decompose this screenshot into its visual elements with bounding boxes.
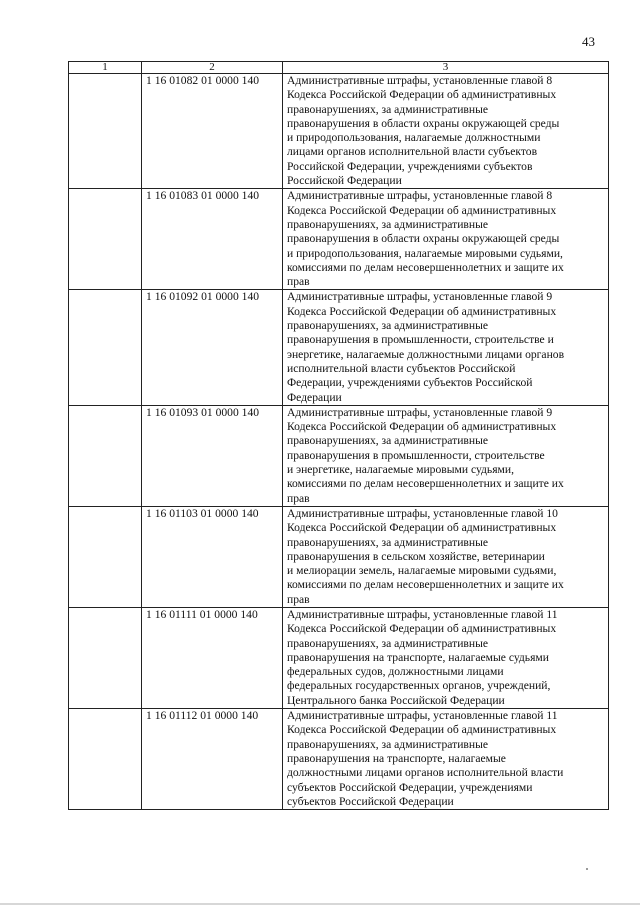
description-line: федеральных судов, должностными лицами [287,665,504,679]
table-row [69,709,609,810]
description-line: Кодекса Российской Федерации об административных [287,521,557,535]
description-line: субъектов Российской Федерации, учреждениями [287,780,533,794]
description-line: правонарушения на транспорте, налагаемые судьями [287,650,549,664]
description-line: Кодекса Российской Федерации об административных [287,420,557,434]
description-line: и энергетике, налагаемые мировыми судьями, [287,463,514,477]
description-line: правонарушения в промышленности, строительстве [287,448,545,462]
budget-code-cell: 1 16 01092 01 0000 140 [142,290,283,405]
description-line: правонарушениях, за административные [287,737,489,751]
description-line: правонарушения на транспорте, налагаемые [287,751,506,765]
budget-code-cell: 1 16 01083 01 0000 140 [142,189,283,290]
description-line: правонарушениях, за административные [287,535,489,549]
description-line: Административные штрафы, установленные главой 8 [287,74,553,87]
description-line: Административные штрафы, установленные главой 10 [287,506,558,520]
description-cell [283,506,609,607]
description-line: комиссиями по делам несовершеннолетних и защите их [287,477,564,491]
description-line: энергетике, налагаемые должностными лицами органов [287,347,565,361]
header-cell-2: 2 [142,62,283,74]
description-cell [283,189,609,290]
description-line: Кодекса Российской Федерации об административных [287,723,557,737]
row-number-cell [69,709,142,810]
description-line: правонарушениях, за административные [287,434,489,448]
description-line: и мелиорации земель, налагаемые мировыми судьями, [287,564,557,578]
description-line: правонарушениях, за административные [287,636,489,650]
description-line: Административные штрафы, установленные главой 11 [287,709,558,723]
description-line: и природопользования, налагаемые должностными [287,131,541,145]
description-line: Кодекса Российской Федерации об административных [287,88,557,102]
description-line: должностными лицами органов исполнительной власти [287,766,564,780]
budget-code-cell: 1 16 01093 01 0000 140 [142,405,283,506]
table-row [69,189,609,290]
table-row [69,290,609,405]
budget-code-cell: 1 16 01111 01 0000 140 [142,607,283,708]
header-cell-1: 1 [69,62,142,74]
row-number-cell [69,189,142,290]
description-line: лицами органов исполнительной власти субъектов [287,145,538,159]
description-line: Федерации [287,390,342,404]
description-line: Кодекса Российской Федерации об административных [287,203,557,217]
scan-speck [586,868,588,870]
description-line: правонарушения в промышленности, строительстве и [287,333,554,347]
description-line: правонарушения в сельском хозяйстве, ветеринарии [287,549,545,563]
description-cell [283,74,609,189]
description-line: Кодекса Российской Федерации об административных [287,304,557,318]
description-line: Федерации, учреждениями субъектов Российской [287,376,533,390]
description-line: исполнительной власти субъектов Российской [287,361,516,375]
table-row [69,405,609,506]
description-line: Административные штрафы, установленные главой 8 [287,189,553,203]
description-cell [283,290,609,405]
description-line: прав [287,592,310,606]
description-line: Административные штрафы, установленные главой 9 [287,405,553,419]
description-line: комиссиями по делам несовершеннолетних и защите их [287,578,564,592]
table-row [69,607,609,708]
description-line: прав [287,275,310,289]
description-line: правонарушениях, за административные [287,102,489,116]
description-cell [283,405,609,506]
description-line: и природопользования, налагаемые мировыми судьями, [287,246,563,260]
description-line: Административные штрафы, установленные главой 11 [287,607,558,621]
row-number-cell [69,74,142,189]
description-line: комиссиями по делам несовершеннолетних и защите их [287,260,564,274]
revenue-code-table [68,61,609,810]
description-line: Российской Федерации [287,174,402,188]
description-cell [283,607,609,708]
description-line: правонарушения в области охраны окружающей среды [287,232,560,246]
budget-code-cell: 1 16 01103 01 0000 140 [142,506,283,607]
row-number-cell [69,290,142,405]
table-header-row [69,62,609,74]
row-number-cell [69,506,142,607]
page-number: 43 [582,34,595,49]
description-line: правонарушения в области охраны окружающей среды [287,116,560,130]
budget-code-cell: 1 16 01112 01 0000 140 [142,709,283,810]
description-line: правонарушениях, за административные [287,319,489,333]
table-row [69,74,609,189]
budget-code-cell: 1 16 01082 01 0000 140 [142,74,283,189]
row-number-cell [69,607,142,708]
description-line: правонарушениях, за административные [287,217,489,231]
description-line: Кодекса Российской Федерации об административных [287,622,557,636]
description-line: Российской Федерации, учреждениями субъектов [287,159,533,173]
header-cell-3: 3 [283,62,609,74]
description-line: субъектов Российской Федерации [287,794,454,808]
description-line: Административные штрафы, установленные главой 9 [287,290,553,304]
description-line: прав [287,491,310,505]
description-cell [283,709,609,810]
table-row [69,506,609,607]
description-line: федеральных государственных органов, учреждений, [287,679,551,693]
description-line: Центрального банка Российской Федерации [287,693,505,707]
row-number-cell [69,405,142,506]
